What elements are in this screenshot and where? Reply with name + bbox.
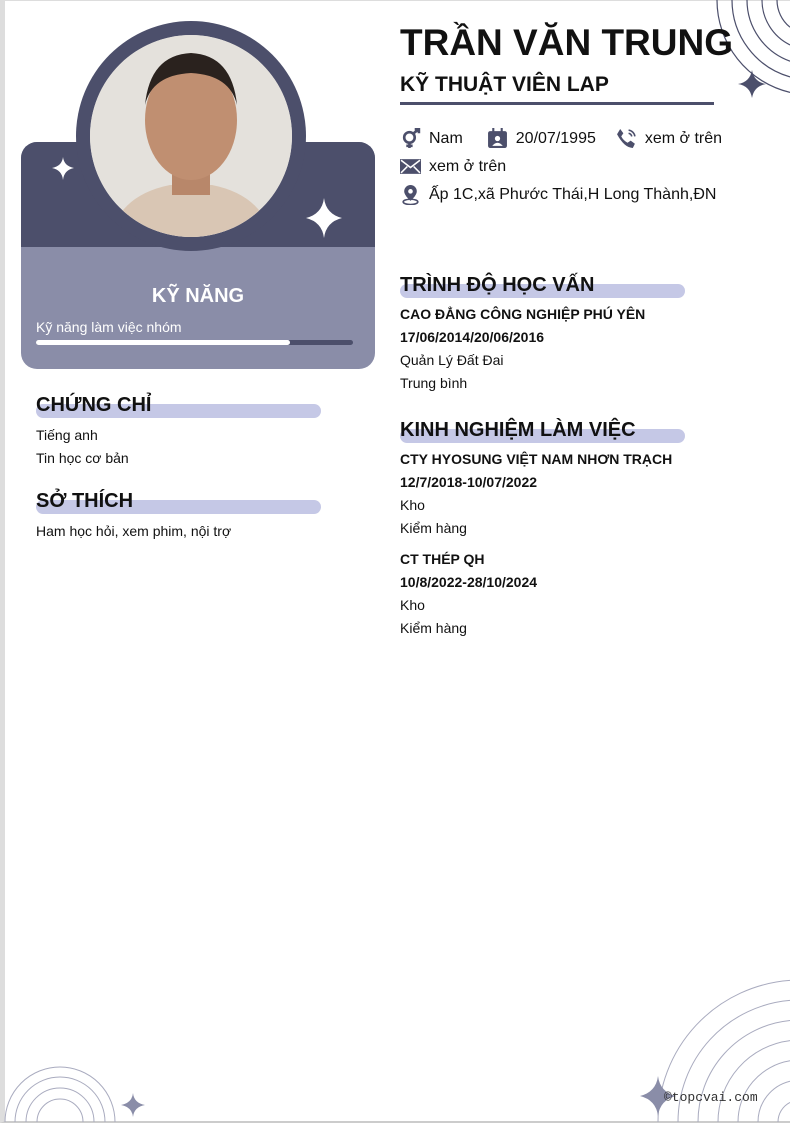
job-period: 12/7/2018-10/07/2022 (400, 474, 538, 490)
full-name: TRẦN VĂN TRUNG (400, 22, 733, 63)
job-description: Kiểm hàng (400, 520, 467, 536)
skill-name: Kỹ năng làm việc nhóm (36, 319, 182, 335)
hobbies-section (36, 489, 321, 543)
certificate-item: Tin học cơ bản (36, 450, 129, 466)
job-position: Kho (400, 497, 425, 513)
job-position: Kho (400, 597, 425, 613)
major: Quản Lý Đất Đai (400, 352, 504, 368)
sparkle-icon (738, 70, 766, 98)
school-name: CAO ĐẲNG CÔNG NGHIỆP PHÚ YÊN (400, 306, 646, 322)
grade: Trung bình (400, 375, 468, 391)
location-icon (400, 184, 421, 205)
watermark: ©topcvai.com (664, 1090, 758, 1105)
card-sparkles (0, 0, 400, 260)
job-description: Kiểm hàng (400, 620, 467, 636)
calendar-icon (487, 128, 508, 149)
skill-level-bar (36, 340, 353, 345)
experience-title: KINH NGHIỆM LÀM VIỆC (400, 419, 636, 441)
sparkle-icon (306, 198, 342, 238)
contact-row (400, 184, 716, 205)
job-entry (400, 448, 685, 540)
contact-row (400, 128, 722, 149)
skills-title: KỸ NĂNG (151, 285, 245, 307)
email-icon (400, 156, 421, 177)
address: Ấp 1C,xã Phước Thái,H Long Thành,ĐN (429, 185, 717, 203)
company-name: CTY HYOSUNG VIỆT NAM NHƠN TRẠCH (400, 451, 673, 467)
title-divider (400, 102, 714, 105)
certificate-item: Tiếng anh (36, 427, 98, 443)
email: xem ở trên (429, 157, 507, 175)
gender-icon (400, 128, 421, 149)
certificates-title: CHỨNG CHỈ (36, 394, 152, 416)
job-entry (400, 548, 685, 640)
date-of-birth: 20/07/1995 (515, 129, 596, 147)
job-period: 10/8/2022-28/10/2024 (400, 574, 538, 590)
phone: xem ở trên (644, 129, 723, 147)
gender: Nam (429, 129, 463, 147)
certificates-section (36, 393, 321, 470)
education-title: TRÌNH ĐỘ HỌC VẤN (400, 274, 595, 296)
education-section (400, 273, 685, 395)
contact-row (400, 156, 506, 177)
hobbies-text: Ham học hỏi, xem phim, nội trợ (36, 523, 232, 539)
phone-icon (616, 128, 637, 149)
skill-level-fill (36, 340, 290, 345)
experience-section (400, 418, 685, 640)
hobbies-title: SỞ THÍCH (36, 490, 134, 512)
sparkle-icon (52, 157, 74, 180)
sparkle-icon (121, 1093, 145, 1117)
education-period: 17/06/2014/20/06/2016 (400, 329, 545, 345)
job-title: KỸ THUẬT VIÊN LAP (400, 73, 609, 96)
company-name: CT THÉP QH (400, 551, 485, 567)
